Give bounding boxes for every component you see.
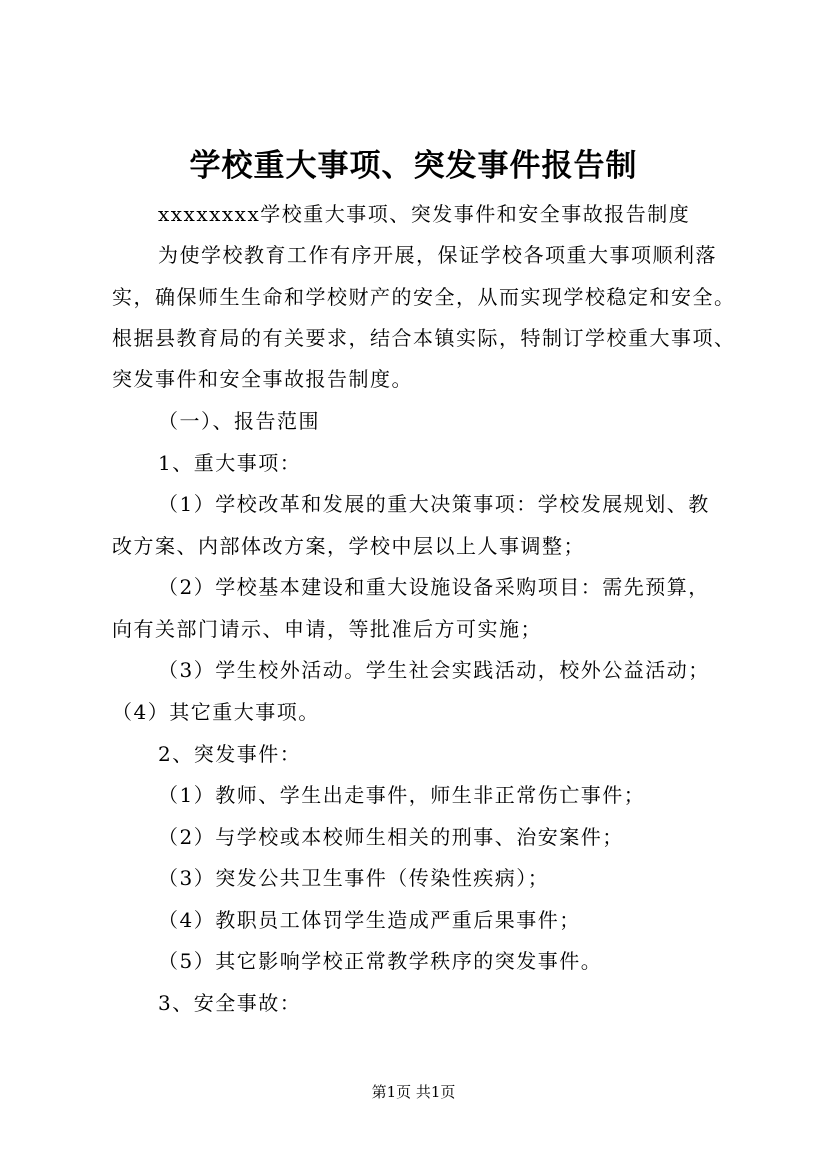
list-item: （1）学校改革和发展的重大决策事项：学校发展规划、教 [158, 492, 710, 516]
list-item: （2）学校基本建设和重大设施设备采购项目：需先预算， [158, 575, 710, 599]
list-item: （3）学生校外活动。学生社会实践活动，校外公益活动； [158, 658, 710, 682]
paragraph-line: 实，确保师生生命和学校财产的安全，从而实现学校稳定和安全。 [112, 285, 736, 309]
list-item: （4）其它重大事项。 [112, 700, 320, 724]
paragraph-line: 根据县教育局的有关要求，结合本镇实际，特制订学校重大事项、 [112, 326, 736, 350]
subsection-heading: 1、重大事项： [158, 451, 302, 475]
paragraph-line: 为使学校教育工作有序开展，保证学校各项重大事项顺利落 [158, 243, 717, 267]
list-item: （1）教师、学生出走事件，师生非正常伤亡事件； [158, 783, 646, 807]
subsection-heading: 2、突发事件： [158, 742, 302, 766]
paragraph-line: 突发事件和安全事故报告制度。 [112, 367, 413, 391]
list-item: （5）其它影响学校正常教学秩序的突发事件。 [158, 949, 603, 973]
list-item-continuation: 改方案、内部体改方案，学校中层以上人事调整； [112, 534, 585, 558]
list-item: （2）与学校或本校师生相关的刑事、治安案件； [158, 825, 624, 849]
document-title: 学校重大事项、突发事件报告制 [189, 148, 638, 184]
page-footer: 第1页 共1页 [371, 1083, 456, 1101]
list-item: （4）教职员工体罚学生造成严重后果事件； [158, 908, 581, 932]
section-heading: （一）、报告范围 [158, 409, 320, 433]
list-item-continuation: 向有关部门请示、申请，等批准后方可实施； [112, 617, 542, 641]
list-item: （3）突发公共卫生事件（传染性疾病）； [158, 866, 550, 890]
subtitle-line: xxxxxxxx学校重大事项、突发事件和安全事故报告制度 [158, 202, 691, 226]
subsection-heading: 3、安全事故： [158, 991, 302, 1015]
